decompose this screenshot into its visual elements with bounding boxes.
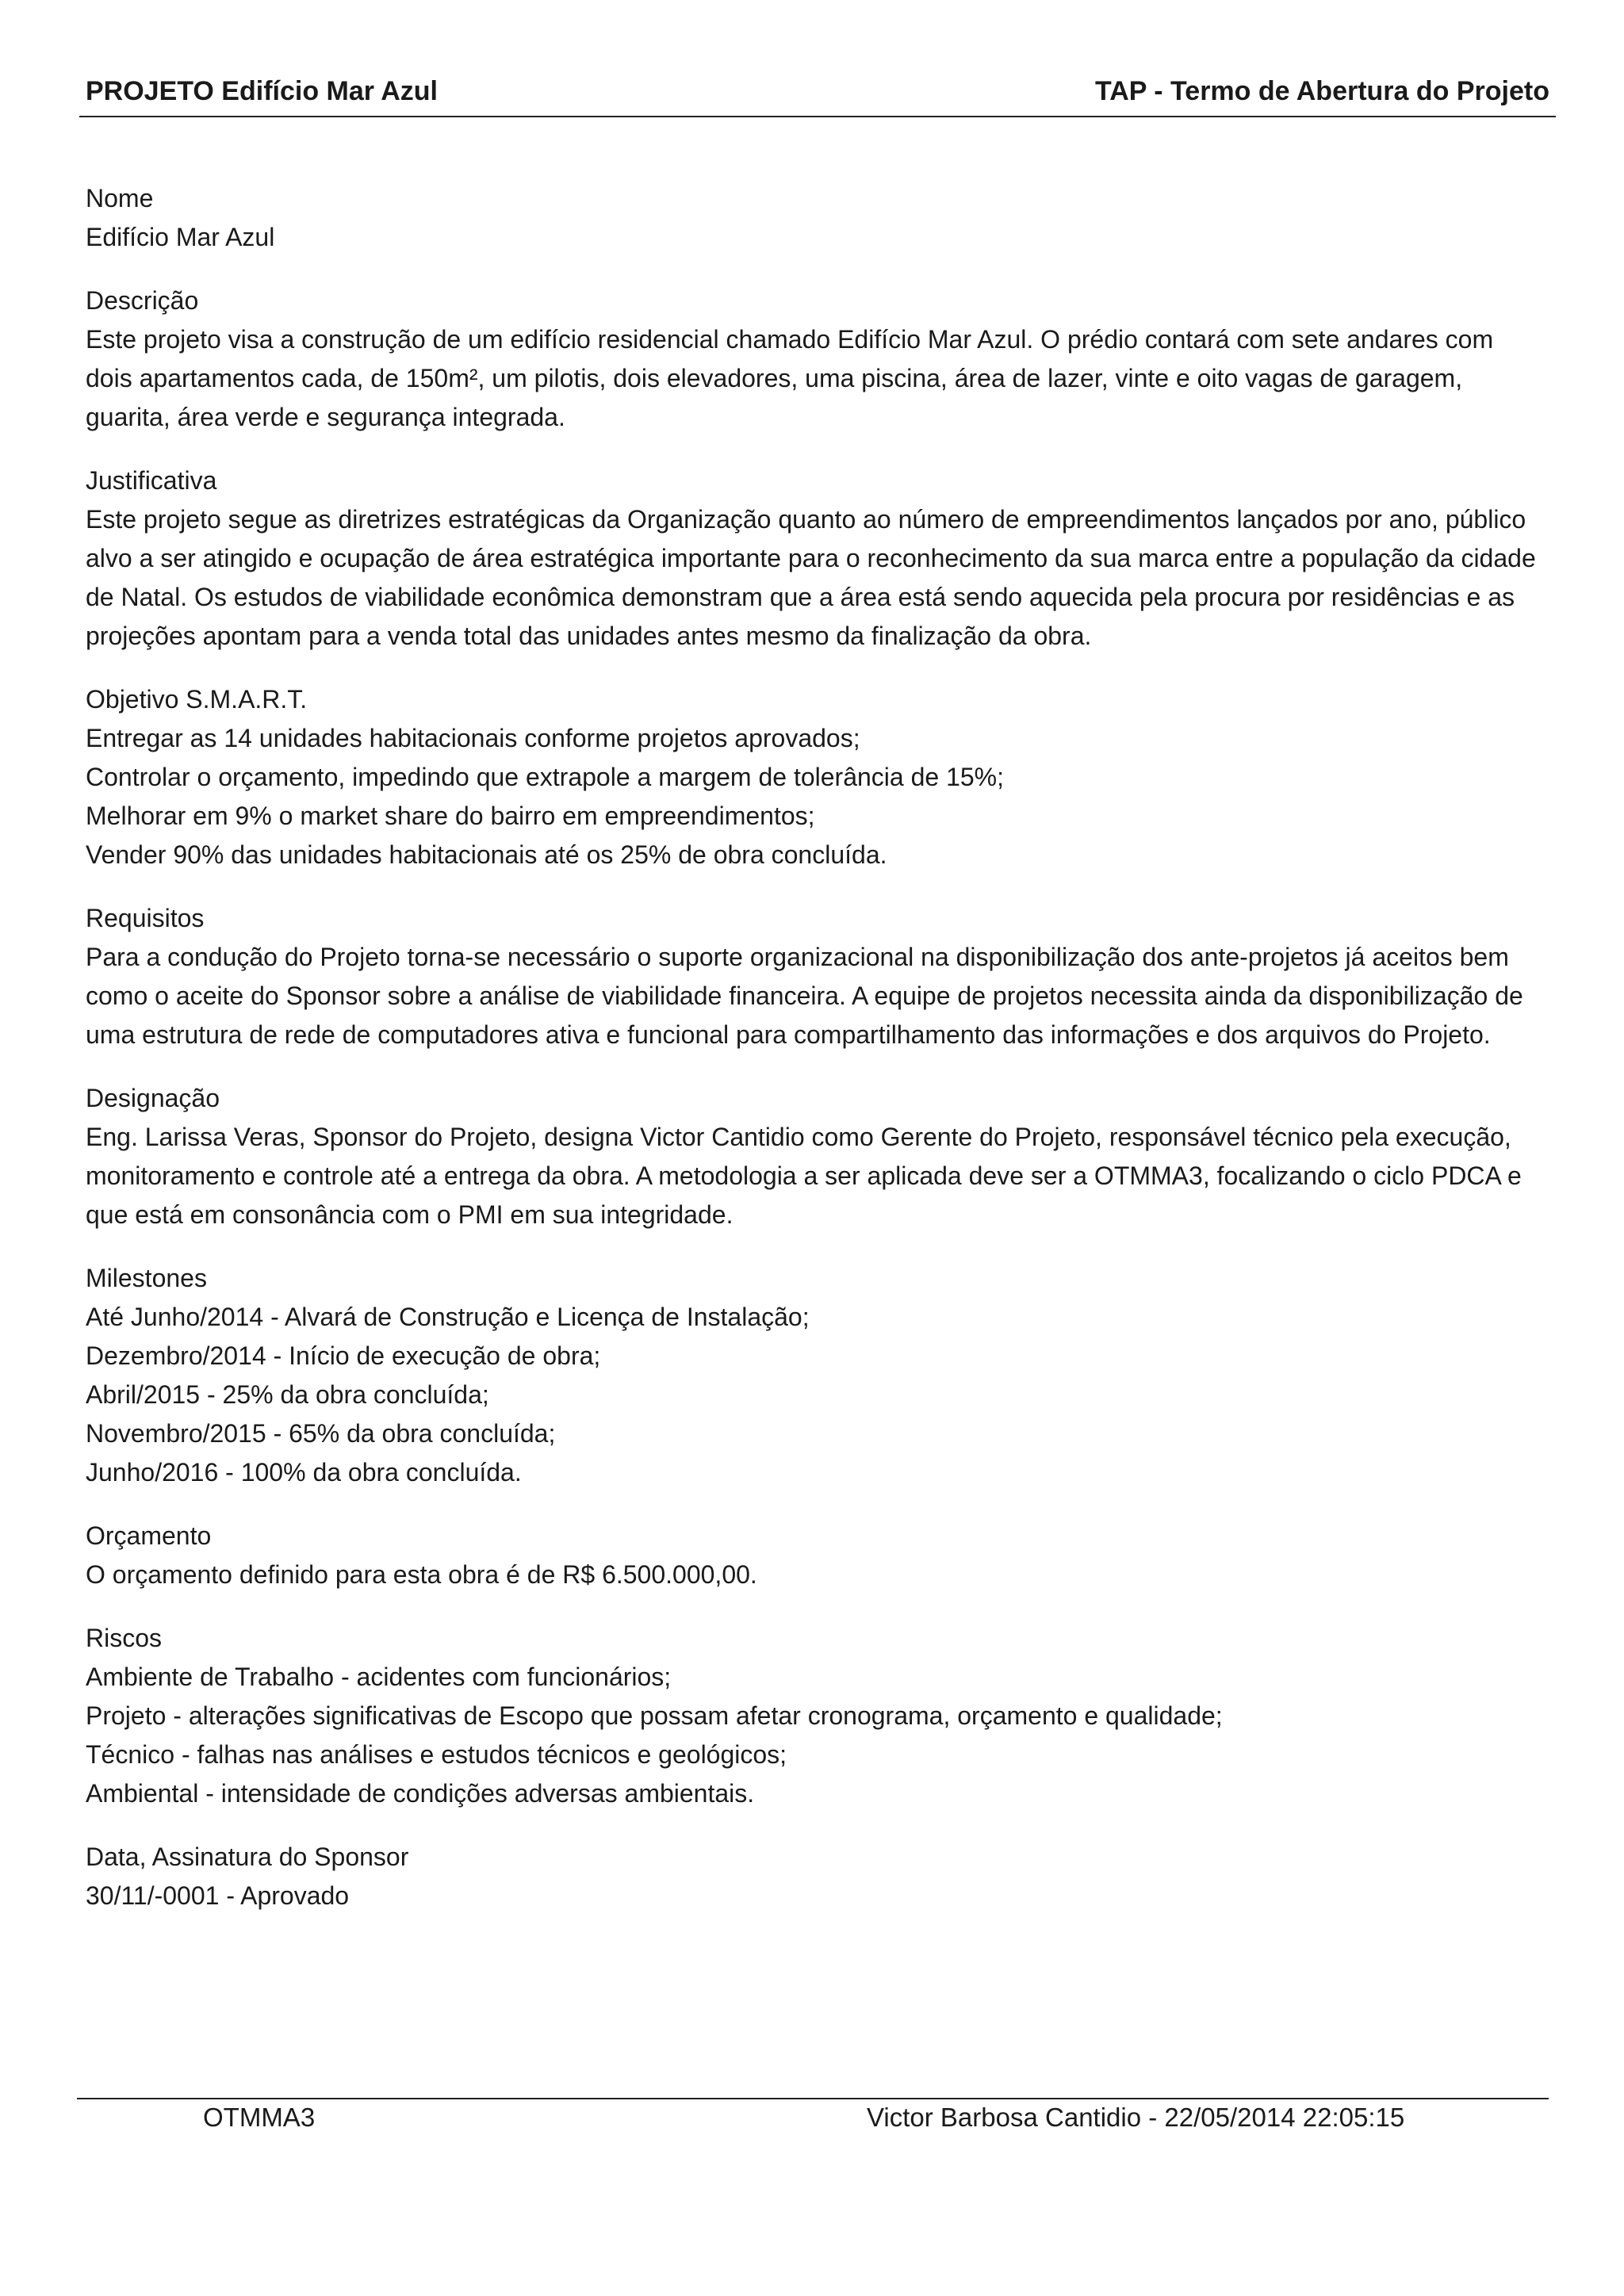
footer-author-timestamp: Victor Barbosa Cantidio - 22/05/2014 22:05:15: [867, 2103, 1405, 2132]
section-orcamento: [86, 1517, 1545, 1594]
section-requisitos: [86, 899, 1545, 1054]
list-item: Melhorar em 9% o market share do bairro em empreendimentos;: [86, 802, 815, 830]
document-body: [86, 179, 1545, 1940]
section-label: Requisitos: [86, 904, 205, 932]
section-riscos: [86, 1619, 1545, 1813]
footer-methodology: OTMMA3: [203, 2103, 316, 2132]
list-item: Dezembro/2014 - Início de execução de obra;: [86, 1341, 601, 1370]
list-item: Entregar as 14 unidades habitacionais conforme projetos aprovados;: [86, 724, 860, 752]
section-text: O orçamento definido para esta obra é de R$ 6.500.000,00.: [86, 1560, 757, 1589]
header-divider: [79, 116, 1556, 117]
list-item: Junho/2016 - 100% da obra concluída.: [86, 1458, 522, 1487]
section-objetivo: [86, 680, 1545, 874]
section-label: Riscos: [86, 1624, 163, 1652]
list-item: Controlar o orçamento, impedindo que extrapole a margem de tolerância de 15%;: [86, 763, 1004, 791]
section-text: Eng. Larissa Veras, Sponsor do Projeto, designa Victor Cantidio como Gerente do Projeto, responsável técnico pela execução, monitoramento e controle até a entrega da obra. A metodologia a ser aplicada deve ser a OTMMA3, focalizando o ciclo PDCA e que está em consonância com o PMI em sua integridade.: [86, 1123, 1522, 1229]
section-label: Nome: [86, 184, 154, 212]
page-header: [79, 76, 1556, 113]
section-assinatura: [86, 1838, 1545, 1915]
section-text: 30/11/-0001 - Aprovado: [86, 1881, 350, 1910]
section-label: Data, Assinatura do Sponsor: [86, 1843, 409, 1871]
list-item: Técnico - falhas nas análises e estudos técnicos e geológicos;: [86, 1740, 787, 1769]
document-type-title: TAP - Termo de Abertura do Projeto: [1094, 76, 1549, 106]
section-nome: [86, 179, 1545, 257]
section-label: Justificativa: [86, 466, 217, 495]
section-milestones: [86, 1259, 1545, 1492]
section-justificativa: [86, 461, 1545, 656]
section-designacao: [86, 1079, 1545, 1234]
section-label: Milestones: [86, 1264, 207, 1292]
footer-divider: [77, 2098, 1549, 2099]
section-text: Edifício Mar Azul: [86, 223, 275, 251]
section-text: Este projeto visa a construção de um edifício residencial chamado Edifício Mar Azul. O prédio contará com sete andares com dois apartamentos cada, de 150m², um pilotis, dois elevadores, uma piscina, área de lazer, vinte e oito vagas de garagem, guarita, área verde e segurança integrada.: [86, 325, 1494, 431]
list-item: Novembro/2015 - 65% da obra concluída;: [86, 1419, 556, 1448]
list-item: Ambiente de Trabalho - acidentes com funcionários;: [86, 1663, 672, 1691]
list-item: Vender 90% das unidades habitacionais até os 25% de obra concluída.: [86, 840, 887, 869]
section-text: Para a condução do Projeto torna-se necessário o suporte organizacional na disponibilização dos ante-projetos já aceitos bem como o aceite do Sponsor sobre a análise de viabilidade financeira. A equipe de projetos necessita ainda da disponibilização de uma estrutura de rede de computadores ativa e funcional para compartilhamento das informações e dos arquivos do Projeto.: [86, 943, 1523, 1049]
section-text: Este projeto segue as diretrizes estratégicas da Organização quanto ao número de empreendimentos lançados por ano, público alvo a ser atingido e ocupação de área estratégica importante para o reconhecimento da sua marca entre a população da cidade de Natal. Os estudos de viabilidade econômica demonstram que a área está sendo aquecida pela procura por residências e as projeções apontam para a venda total das unidades antes mesmo da finalização da obra.: [86, 505, 1536, 650]
section-label: Orçamento: [86, 1521, 212, 1550]
section-descricao: [86, 281, 1545, 437]
list-item: Ambiental - intensidade de condições adversas ambientais.: [86, 1779, 755, 1808]
section-label: Objetivo S.M.A.R.T.: [86, 685, 308, 714]
list-item: Até Junho/2014 - Alvará de Construção e Licença de Instalação;: [86, 1303, 810, 1331]
section-label: Designação: [86, 1084, 220, 1112]
list-item: Abril/2015 - 25% da obra concluída;: [86, 1380, 489, 1409]
list-item: Projeto - alterações significativas de Escopo que possam afetar cronograma, orçamento e qualidade;: [86, 1701, 1223, 1730]
project-title: PROJETO Edifício Mar Azul: [86, 76, 438, 106]
section-label: Descrição: [86, 286, 199, 315]
